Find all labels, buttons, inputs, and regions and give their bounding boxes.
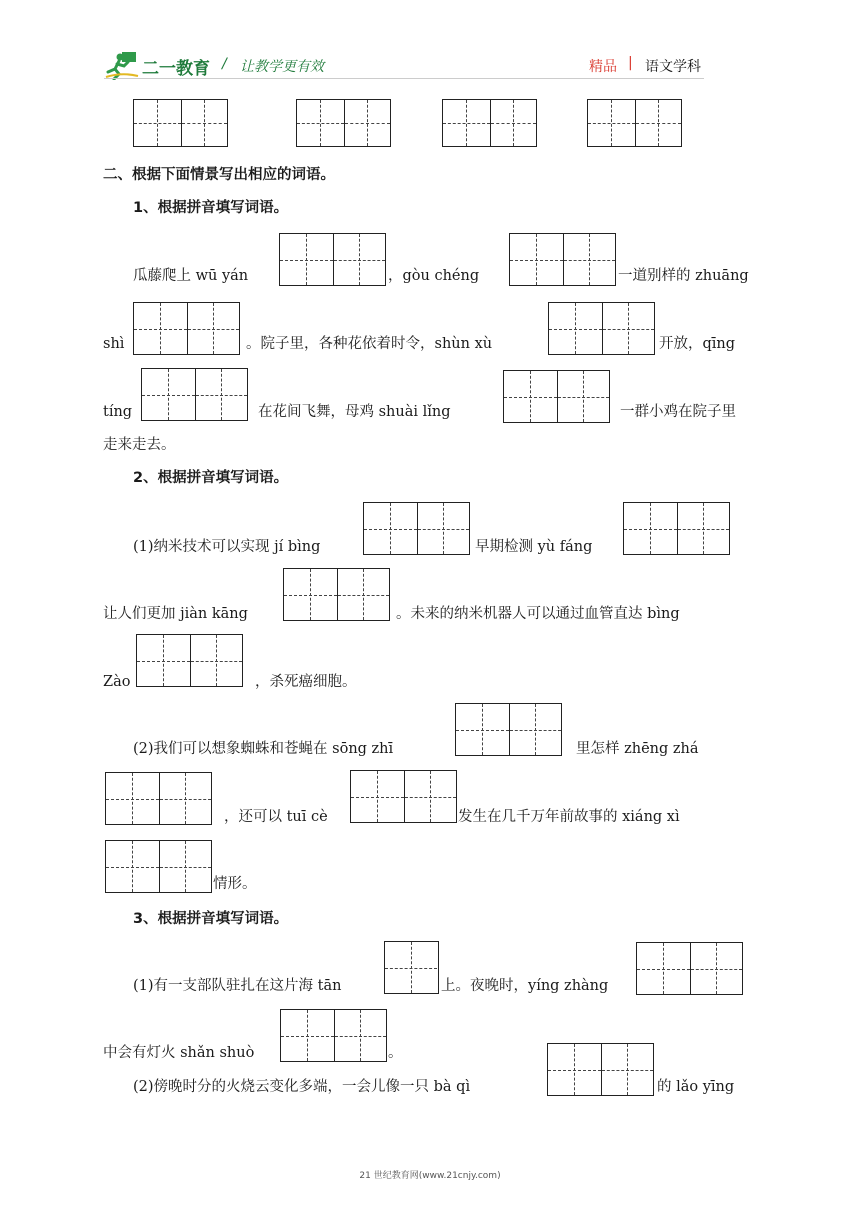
question-1-title: 1、根据拼音填写词语。: [133, 200, 289, 216]
answer-grid[interactable]: [280, 1009, 387, 1062]
q3-text: 上。夜晚时，yíng zhàng: [441, 978, 609, 994]
footer-text: 21 世纪教育网(www.21cnjy.com): [359, 1171, 501, 1181]
q3-text: (1)有一支部队驻扎在这片海 tān: [133, 978, 342, 994]
answer-grid[interactable]: [363, 502, 470, 555]
q2-text: (1)纳米技术可以实现 jí bìng: [133, 539, 321, 555]
q2-text: ，杀死癌细胞。: [255, 674, 357, 690]
q1-text: tíng: [103, 404, 133, 420]
q2-text: 让人们更加 jiàn kāng: [103, 606, 248, 622]
section-title: 二、根据下面情景写出相应的词语。: [103, 167, 335, 183]
header: [0, 40, 860, 90]
q1-text: 。院子里，各种花依着时令，shùn xù: [246, 336, 493, 352]
q2-text: 发生在几千万年前故事的 xiáng xì: [458, 809, 680, 825]
answer-grid[interactable]: [105, 840, 212, 893]
q1-text: 一道别样的 zhuāng: [618, 268, 749, 284]
answer-grid[interactable]: [141, 368, 248, 421]
q3-text: (2)傍晚时分的火烧云变化多端，一会儿像一只 bà qì: [133, 1079, 471, 1095]
answer-grid[interactable]: [455, 703, 562, 756]
q3-text: 。: [388, 1045, 403, 1061]
q3-text: 的 lǎo yīng: [657, 1079, 735, 1095]
tag-subject: 语文学科: [645, 59, 701, 75]
tag-jingpin: 精品: [589, 59, 617, 75]
q2-text: 里怎样 zhēng zhá: [576, 741, 699, 757]
q2-text: ，还可以 tuī cè: [224, 809, 328, 825]
q2-text: 。未来的纳米机器人可以通过血管直达 bìng: [396, 606, 680, 622]
answer-grid[interactable]: [509, 233, 616, 286]
q2-text: 早期检测 yù fáng: [475, 539, 593, 555]
slogan: 让教学更有效: [240, 59, 324, 75]
answer-grid[interactable]: [279, 233, 386, 286]
answer-grid[interactable]: [442, 99, 537, 147]
q2-text: Zào: [103, 674, 131, 690]
answer-grid[interactable]: [133, 99, 228, 147]
answer-grid[interactable]: [384, 941, 439, 994]
answer-grid[interactable]: [503, 370, 610, 423]
question-3-title: 3、根据拼音填写词语。: [133, 911, 289, 927]
q1-text: ，gòu chéng: [388, 268, 480, 284]
question-2-title: 2、根据拼音填写词语。: [133, 470, 289, 486]
answer-grid[interactable]: [548, 302, 655, 355]
answer-grid[interactable]: [587, 99, 682, 147]
answer-grid[interactable]: [283, 568, 390, 621]
answer-grid[interactable]: [133, 302, 240, 355]
runner-logo-icon: [104, 50, 140, 80]
q1-text: 走来走去。: [103, 437, 176, 453]
q1-text: 在花间飞舞，母鸡 shuài lǐng: [258, 404, 451, 420]
q3-text: 中会有灯火 shǎn shuò: [103, 1045, 255, 1061]
q1-text: shì: [103, 336, 125, 352]
answer-grid[interactable]: [105, 772, 212, 825]
q2-text: (2)我们可以想象蜘蛛和苍蝇在 sōng zhī: [133, 741, 394, 757]
tag-separator: |: [628, 55, 633, 71]
answer-grid[interactable]: [636, 942, 743, 995]
answer-grid[interactable]: [350, 770, 457, 823]
header-slash: /: [222, 56, 227, 72]
answer-grid[interactable]: [136, 634, 243, 687]
answer-grid[interactable]: [296, 99, 391, 147]
q1-text: 一群小鸡在院子里: [620, 404, 736, 420]
q1-text: 瓜藤爬上 wū yán: [133, 268, 249, 284]
q1-text: 开放，qīng: [659, 336, 736, 352]
answer-grid[interactable]: [547, 1043, 654, 1096]
logo-text: 二一教育: [142, 59, 210, 79]
q2-text: 情形。: [213, 876, 257, 892]
answer-grid[interactable]: [623, 502, 730, 555]
header-rule: [104, 78, 704, 79]
